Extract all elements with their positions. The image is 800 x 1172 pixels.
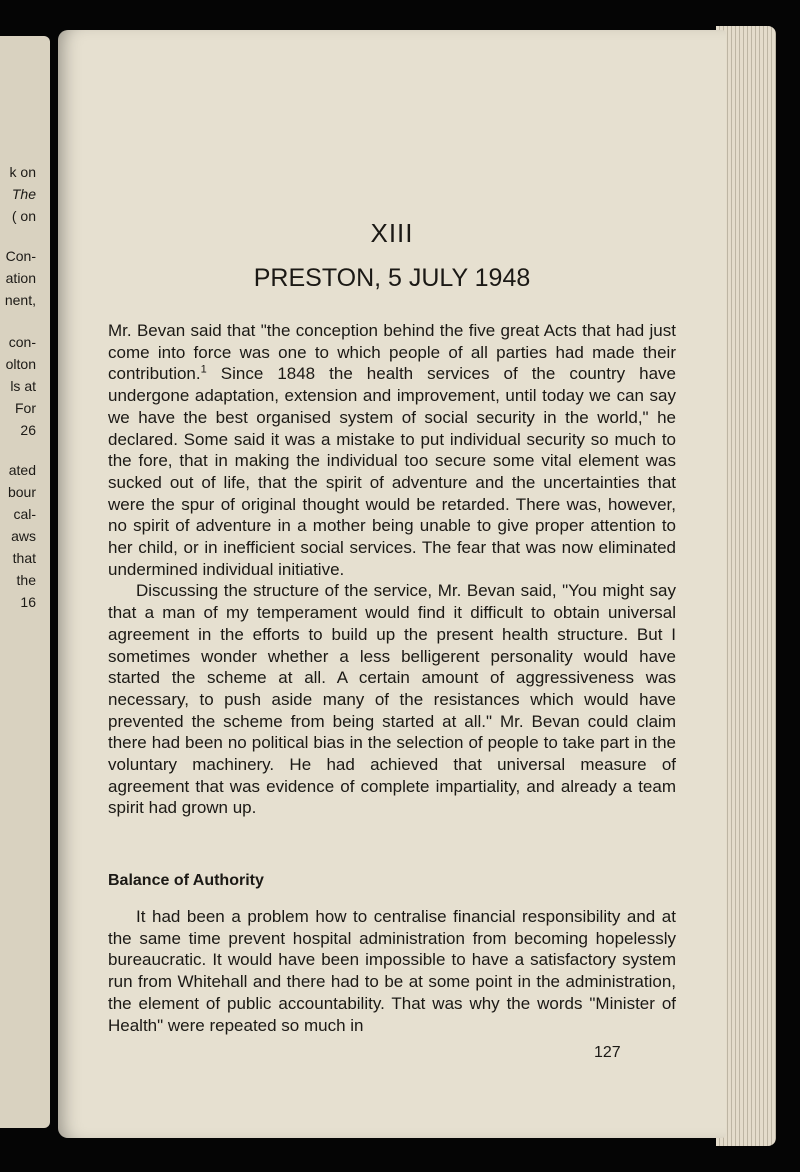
section-heading: Balance of Authority bbox=[108, 872, 264, 889]
left-page-line: ated bbox=[8, 462, 36, 478]
left-page-line: cal- bbox=[13, 506, 36, 522]
left-page-line: the bbox=[16, 572, 36, 588]
left-page-line: ation bbox=[5, 270, 36, 286]
body-text bbox=[108, 320, 676, 819]
left-page bbox=[0, 36, 50, 1128]
left-page-line: nent, bbox=[4, 292, 36, 308]
left-page-line: k on bbox=[9, 164, 36, 180]
left-page-line: 16 bbox=[20, 594, 36, 610]
paragraph-2: Discussing the structure of the service, Mr. Bevan said, "You might say that a man of my temperament would find it difficult to obtain universal agreement in the efforts to build up the present health structure. But I sometimes wonder whether a less belligerent personality would have started the scheme at all. A certain amount of aggressiveness was necessary, to push aside many of the resistances which would have prevented the scheme from being started at all." Mr. Bevan could claim there had been no political bias in the selection of people to take part in the voluntary machinery. He had achieved that universal measure of agreement that was evidence of complete impartiality, and already a team spirit had grown up. bbox=[108, 581, 676, 818]
left-page-line: con- bbox=[8, 334, 36, 350]
left-page-line: For bbox=[15, 400, 36, 416]
left-page-line: Con- bbox=[5, 248, 36, 264]
page-number: 127 bbox=[594, 1044, 621, 1061]
left-page-line: olton bbox=[5, 356, 36, 372]
left-page-line: The bbox=[11, 186, 36, 202]
left-page-line: aws bbox=[11, 528, 36, 544]
left-page-line: ( on bbox=[11, 208, 36, 224]
chapter-number: XIII bbox=[370, 218, 414, 248]
left-page-line: 26 bbox=[20, 422, 36, 438]
footnote-marker: 1 bbox=[200, 363, 207, 376]
paragraph-1-text-b: Since 1848 the health services of the country have undergone adaptation, extension and improvement, until today we can say we have the best organised system of social security in the world," he declared. Some said it was a mistake to put individual security so much to the fore, that in making the individual too secure some vital element was sucked out of life, that the spirit of adventure and the uncertainties that were the spur of original thought would be retarded. There was, however, no spirit of adventure in a mother being unable to give proper attention to her child, or in inefficient social services. The fear that was now eliminated undermined individual initiative. bbox=[108, 364, 676, 579]
chapter-title: PRESTON, 5 JULY 1948 bbox=[253, 264, 531, 292]
left-page-line: ls at bbox=[10, 378, 36, 394]
left-page-line: that bbox=[12, 550, 36, 566]
paragraph-1-text-a: Mr. Bevan said that "the conception behind the five great Acts that had just come into force was one to which people of all parties had made their contribution. bbox=[108, 321, 676, 384]
left-page-line: bour bbox=[7, 484, 36, 500]
book-page bbox=[58, 30, 726, 1138]
paragraph-3: It had been a problem how to centralise financial responsibility and at the same time prevent hospital administration from becoming hopelessly bureaucratic. It would have been impossible to have a satisfactory system run from Whitehall and there had to be at some point in the administration, the element of public accountability. That was why the words "Minister of Health" were repeated so much in bbox=[108, 907, 676, 1035]
paragraph-1 bbox=[108, 320, 676, 580]
